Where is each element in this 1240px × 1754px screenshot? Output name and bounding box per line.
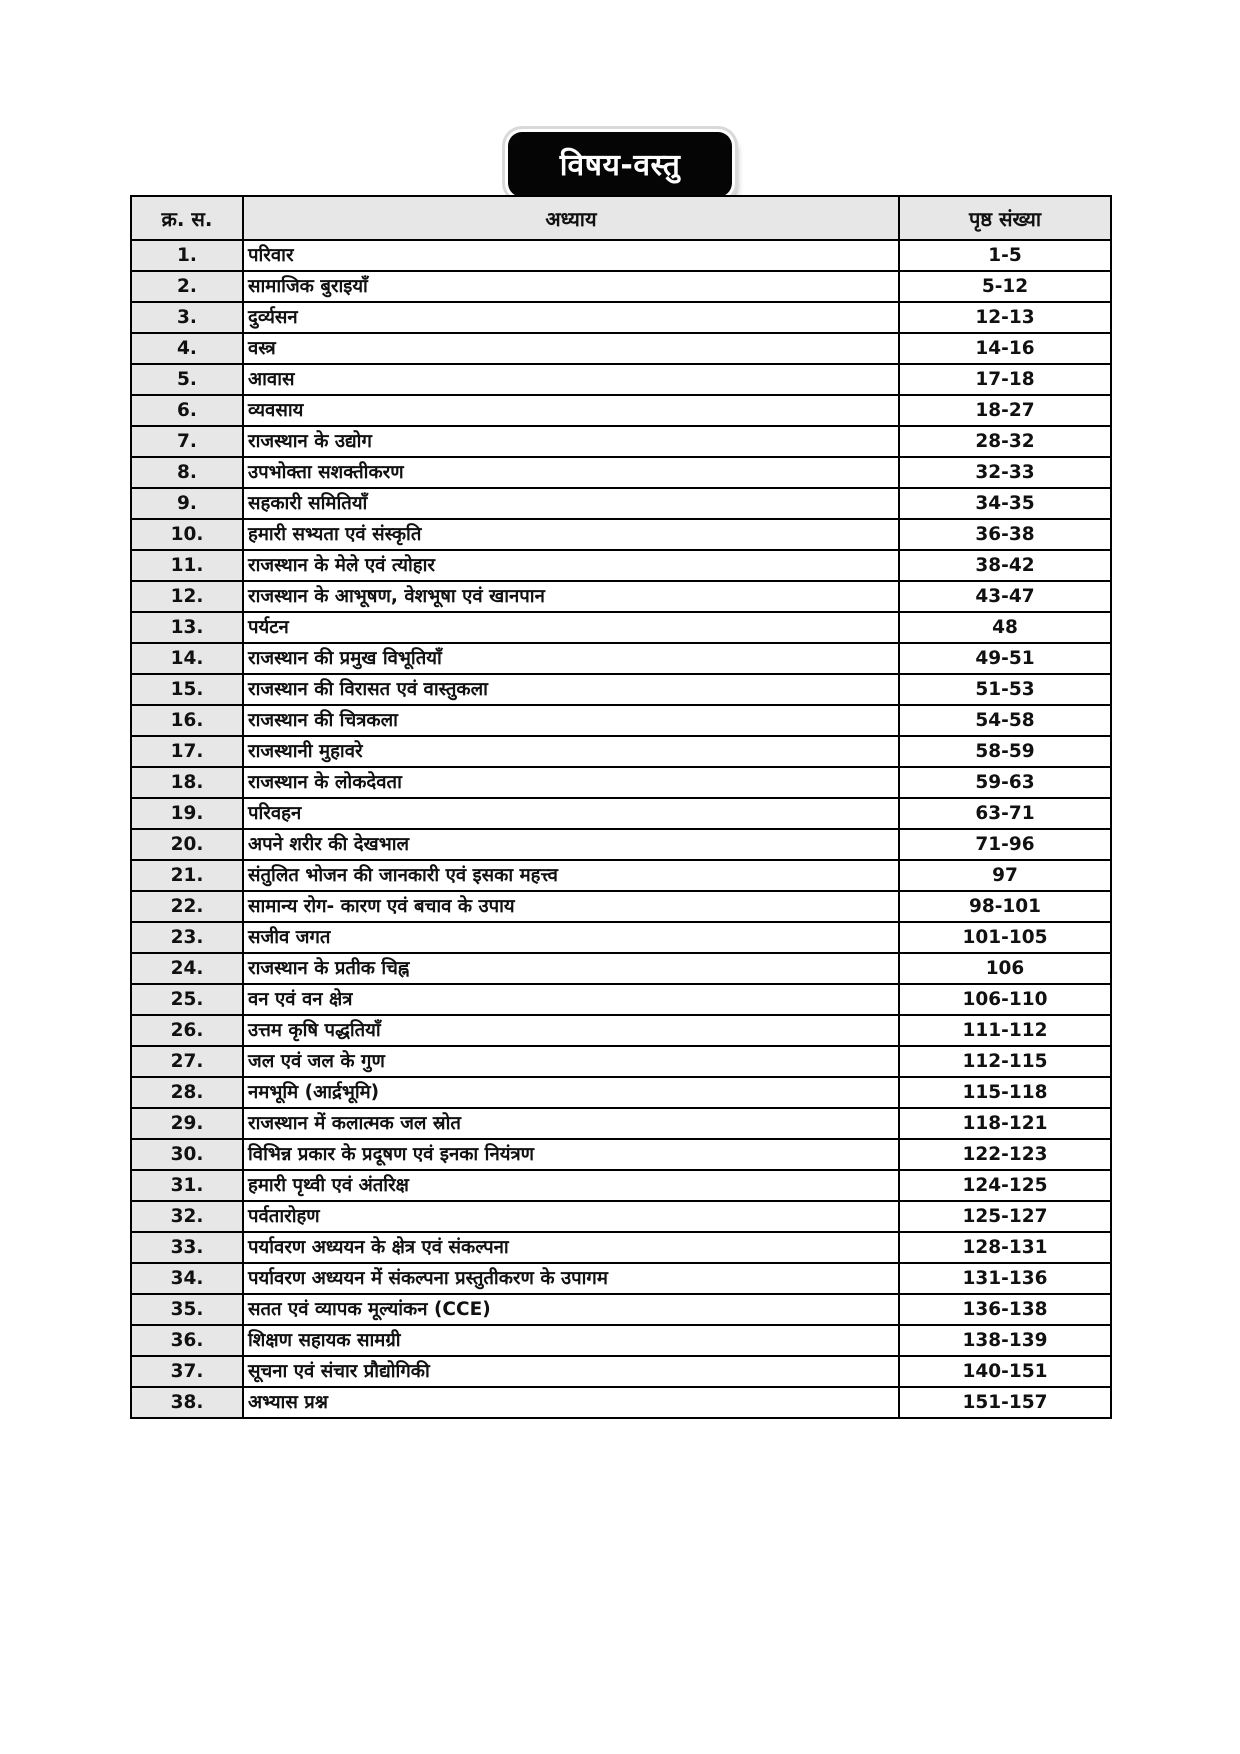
table-row xyxy=(131,1294,1111,1325)
pages-cell: 112-115 xyxy=(899,1046,1111,1077)
table-header xyxy=(131,196,1111,240)
table-row xyxy=(131,488,1111,519)
pages-cell: 14-16 xyxy=(899,333,1111,364)
serial-cell: 10. xyxy=(131,519,243,550)
chapter-cell: पर्वतारोहण xyxy=(243,1201,899,1232)
serial-cell: 26. xyxy=(131,1015,243,1046)
chapter-cell: सहकारी समितियाँ xyxy=(243,488,899,519)
table-row xyxy=(131,519,1111,550)
pages-cell: 28-32 xyxy=(899,426,1111,457)
pages-cell: 63-71 xyxy=(899,798,1111,829)
table-row xyxy=(131,922,1111,953)
table-row xyxy=(131,860,1111,891)
serial-cell: 13. xyxy=(131,612,243,643)
pages-cell: 136-138 xyxy=(899,1294,1111,1325)
table-row xyxy=(131,1170,1111,1201)
serial-header: क्र. स. xyxy=(131,196,243,240)
table-row xyxy=(131,1325,1111,1356)
serial-cell: 2. xyxy=(131,271,243,302)
pages-cell: 54-58 xyxy=(899,705,1111,736)
contents-table xyxy=(130,195,1112,1419)
table-row xyxy=(131,984,1111,1015)
chapter-cell: आवास xyxy=(243,364,899,395)
chapter-cell: राजस्थान के उद्योग xyxy=(243,426,899,457)
chapter-cell: नमभूमि (आर्द्रभूमि) xyxy=(243,1077,899,1108)
serial-cell: 15. xyxy=(131,674,243,705)
serial-cell: 18. xyxy=(131,767,243,798)
pages-cell: 36-38 xyxy=(899,519,1111,550)
chapter-cell: सजीव जगत xyxy=(243,922,899,953)
chapter-cell: हमारी पृथ्वी एवं अंतरिक्ष xyxy=(243,1170,899,1201)
chapter-cell: शिक्षण सहायक सामग्री xyxy=(243,1325,899,1356)
table-row xyxy=(131,829,1111,860)
chapter-cell: राजस्थान में कलात्मक जल स्रोत xyxy=(243,1108,899,1139)
chapter-cell: वस्त्र xyxy=(243,333,899,364)
serial-cell: 17. xyxy=(131,736,243,767)
table-row xyxy=(131,271,1111,302)
table-row xyxy=(131,1015,1111,1046)
chapter-cell: राजस्थान के लोकदेवता xyxy=(243,767,899,798)
serial-cell: 24. xyxy=(131,953,243,984)
chapter-cell: वन एवं वन क्षेत्र xyxy=(243,984,899,1015)
pages-cell: 101-105 xyxy=(899,922,1111,953)
chapter-cell: राजस्थान की चित्रकला xyxy=(243,705,899,736)
pages-cell: 1-5 xyxy=(899,240,1111,271)
chapter-cell: परिवार xyxy=(243,240,899,271)
table-row xyxy=(131,395,1111,426)
serial-cell: 23. xyxy=(131,922,243,953)
chapter-cell: उपभोक्ता सशक्तीकरण xyxy=(243,457,899,488)
pages-cell: 140-151 xyxy=(899,1356,1111,1387)
chapter-cell: दुर्व्यसन xyxy=(243,302,899,333)
title-container xyxy=(0,132,1240,197)
pages-cell: 124-125 xyxy=(899,1170,1111,1201)
pages-cell: 131-136 xyxy=(899,1263,1111,1294)
serial-cell: 28. xyxy=(131,1077,243,1108)
pages-cell: 138-139 xyxy=(899,1325,1111,1356)
serial-cell: 30. xyxy=(131,1139,243,1170)
serial-cell: 16. xyxy=(131,705,243,736)
table-row xyxy=(131,240,1111,271)
pages-cell: 34-35 xyxy=(899,488,1111,519)
pages-cell: 38-42 xyxy=(899,550,1111,581)
serial-cell: 14. xyxy=(131,643,243,674)
chapter-cell: अपने शरीर की देखभाल xyxy=(243,829,899,860)
pages-cell: 106-110 xyxy=(899,984,1111,1015)
pages-cell: 122-123 xyxy=(899,1139,1111,1170)
table-row xyxy=(131,364,1111,395)
serial-cell: 3. xyxy=(131,302,243,333)
table-row xyxy=(131,643,1111,674)
pages-cell: 151-157 xyxy=(899,1387,1111,1418)
chapter-cell: सूचना एवं संचार प्रौद्योगिकी xyxy=(243,1356,899,1387)
table-row xyxy=(131,1201,1111,1232)
chapter-cell: राजस्थान की प्रमुख विभूतियाँ xyxy=(243,643,899,674)
serial-cell: 5. xyxy=(131,364,243,395)
table-row xyxy=(131,1139,1111,1170)
pages-cell: 106 xyxy=(899,953,1111,984)
pages-cell: 98-101 xyxy=(899,891,1111,922)
pages-cell: 12-13 xyxy=(899,302,1111,333)
serial-cell: 9. xyxy=(131,488,243,519)
table-row xyxy=(131,1108,1111,1139)
pages-cell: 118-121 xyxy=(899,1108,1111,1139)
pages-header: पृष्ठ संख्या xyxy=(899,196,1111,240)
chapter-cell: उत्तम कृषि पद्धतियाँ xyxy=(243,1015,899,1046)
table-row xyxy=(131,333,1111,364)
chapter-cell: पर्यावरण अध्ययन के क्षेत्र एवं संकल्पना xyxy=(243,1232,899,1263)
serial-cell: 25. xyxy=(131,984,243,1015)
chapter-cell: राजस्थान के प्रतीक चिह्न xyxy=(243,953,899,984)
pages-cell: 43-47 xyxy=(899,581,1111,612)
chapter-header: अध्याय xyxy=(243,196,899,240)
serial-cell: 1. xyxy=(131,240,243,271)
pages-cell: 115-118 xyxy=(899,1077,1111,1108)
table-row xyxy=(131,1232,1111,1263)
chapter-cell: परिवहन xyxy=(243,798,899,829)
serial-cell: 7. xyxy=(131,426,243,457)
table-row xyxy=(131,891,1111,922)
table-row xyxy=(131,674,1111,705)
table-row xyxy=(131,1387,1111,1418)
serial-cell: 22. xyxy=(131,891,243,922)
table-row xyxy=(131,581,1111,612)
table-row xyxy=(131,736,1111,767)
chapter-cell: राजस्थान के आभूषण, वेशभूषा एवं खानपान xyxy=(243,581,899,612)
pages-cell: 71-96 xyxy=(899,829,1111,860)
pages-cell: 128-131 xyxy=(899,1232,1111,1263)
pages-cell: 32-33 xyxy=(899,457,1111,488)
serial-cell: 33. xyxy=(131,1232,243,1263)
table-row xyxy=(131,798,1111,829)
chapter-cell: संतुलित भोजन की जानकारी एवं इसका महत्त्व xyxy=(243,860,899,891)
serial-cell: 38. xyxy=(131,1387,243,1418)
chapter-cell: पर्यटन xyxy=(243,612,899,643)
table-row xyxy=(131,426,1111,457)
table-row xyxy=(131,1046,1111,1077)
serial-cell: 27. xyxy=(131,1046,243,1077)
table-row xyxy=(131,302,1111,333)
chapter-cell: सामान्य रोग- कारण एवं बचाव के उपाय xyxy=(243,891,899,922)
chapter-cell: हमारी सभ्यता एवं संस्कृति xyxy=(243,519,899,550)
serial-cell: 11. xyxy=(131,550,243,581)
serial-cell: 6. xyxy=(131,395,243,426)
pages-cell: 58-59 xyxy=(899,736,1111,767)
page-title: विषय-वस्तु xyxy=(508,132,733,197)
serial-cell: 37. xyxy=(131,1356,243,1387)
serial-cell: 8. xyxy=(131,457,243,488)
chapter-cell: जल एवं जल के गुण xyxy=(243,1046,899,1077)
pages-cell: 125-127 xyxy=(899,1201,1111,1232)
serial-cell: 32. xyxy=(131,1201,243,1232)
table-row xyxy=(131,550,1111,581)
pages-cell: 51-53 xyxy=(899,674,1111,705)
serial-cell: 29. xyxy=(131,1108,243,1139)
table-row xyxy=(131,1263,1111,1294)
pages-cell: 59-63 xyxy=(899,767,1111,798)
serial-cell: 34. xyxy=(131,1263,243,1294)
table-row xyxy=(131,612,1111,643)
table-row xyxy=(131,953,1111,984)
table-row xyxy=(131,1356,1111,1387)
pages-cell: 49-51 xyxy=(899,643,1111,674)
table-row xyxy=(131,457,1111,488)
serial-cell: 21. xyxy=(131,860,243,891)
chapter-cell: राजस्थानी मुहावरे xyxy=(243,736,899,767)
chapter-cell: विभिन्न प्रकार के प्रदूषण एवं इनका नियंत्रण xyxy=(243,1139,899,1170)
pages-cell: 18-27 xyxy=(899,395,1111,426)
serial-cell: 20. xyxy=(131,829,243,860)
table-body xyxy=(131,240,1111,1418)
chapter-cell: व्यवसाय xyxy=(243,395,899,426)
serial-cell: 12. xyxy=(131,581,243,612)
pages-cell: 17-18 xyxy=(899,364,1111,395)
chapter-cell: राजस्थान की विरासत एवं वास्तुकला xyxy=(243,674,899,705)
chapter-cell: पर्यावरण अध्ययन में संकल्पना प्रस्तुतीकरण के उपागम xyxy=(243,1263,899,1294)
table-row xyxy=(131,767,1111,798)
chapter-cell: सतत एवं व्यापक मूल्यांकन (CCE) xyxy=(243,1294,899,1325)
serial-cell: 4. xyxy=(131,333,243,364)
serial-cell: 19. xyxy=(131,798,243,829)
serial-cell: 35. xyxy=(131,1294,243,1325)
serial-cell: 36. xyxy=(131,1325,243,1356)
chapter-cell: सामाजिक बुराइयाँ xyxy=(243,271,899,302)
pages-cell: 5-12 xyxy=(899,271,1111,302)
table-row xyxy=(131,1077,1111,1108)
header-row xyxy=(131,196,1111,240)
pages-cell: 97 xyxy=(899,860,1111,891)
chapter-cell: अभ्यास प्रश्न xyxy=(243,1387,899,1418)
table-row xyxy=(131,705,1111,736)
chapter-cell: राजस्थान के मेले एवं त्योहार xyxy=(243,550,899,581)
pages-cell: 48 xyxy=(899,612,1111,643)
serial-cell: 31. xyxy=(131,1170,243,1201)
pages-cell: 111-112 xyxy=(899,1015,1111,1046)
